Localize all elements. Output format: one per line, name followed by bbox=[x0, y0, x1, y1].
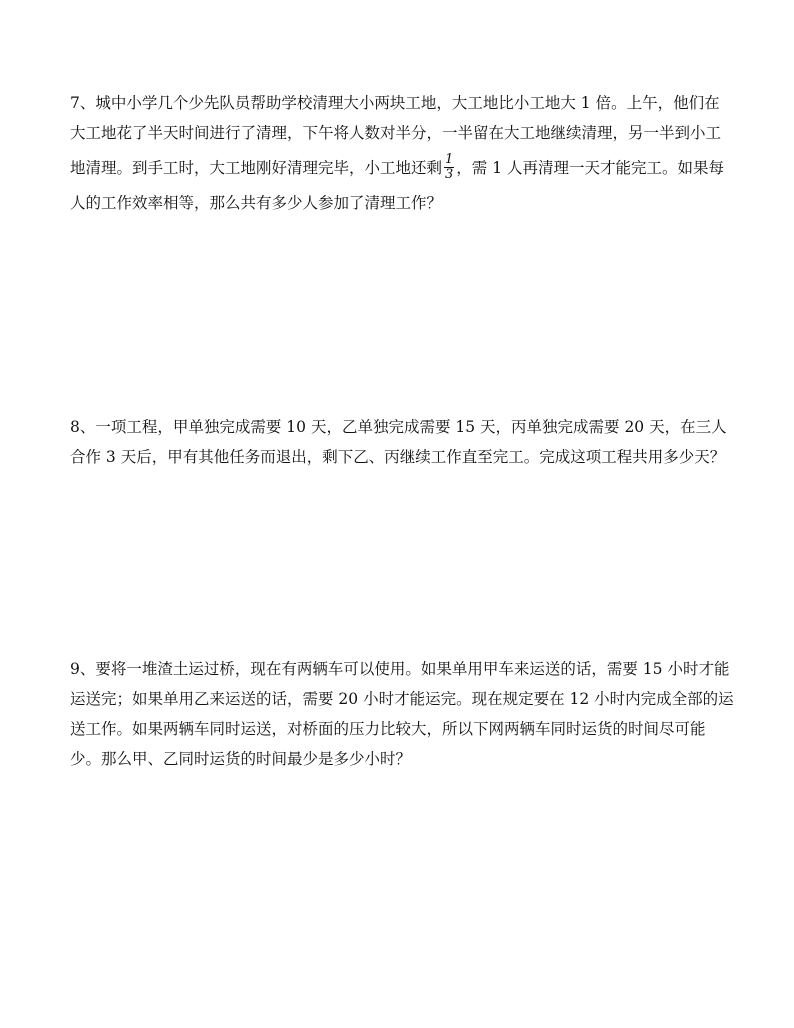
problem-7 bbox=[70, 88, 730, 218]
problem-9-line-2: 运送完；如果单用乙来运送的话，需要 20 小时才能运完。现在规定要在 12 小时内完成全部的运 bbox=[70, 690, 734, 708]
problem-9 bbox=[70, 654, 734, 774]
problem-7-line-2: 大工地花了半天时间进行了清理，下午将人数对半分，一半留在大工地继续清理，另一半到小工 bbox=[70, 124, 722, 142]
problem-8-line-2: 合作 3 天后，甲有其他任务而退出，剩下乙、丙继续工作直至完工。完成这项工程共用多少天？ bbox=[70, 448, 726, 466]
problem-7-line-3 bbox=[70, 148, 730, 188]
problem-7-line-3-after: ，需 1 人再清理一天才能完工。如果每 bbox=[456, 159, 725, 177]
problem-9-line-4: 少。那么甲、乙同时运货的时间最少是多少小时？ bbox=[70, 750, 412, 768]
fraction-numerator: 1 bbox=[445, 151, 454, 167]
problem-8-line-1: 8、一项工程，甲单独完成需要 10 天，乙单独完成需要 15 天，丙单独完成需要 20 天，在三人 bbox=[70, 418, 727, 436]
problem-7-line-3-before: 地清理。到手工时，大工地刚好清理完毕，小工地还剩 bbox=[70, 159, 443, 177]
problem-9-line-3: 送工作。如果两辆车同时运送，对桥面的压力比较大，所以下网两辆车同时运货的时间尽可能 bbox=[70, 720, 706, 738]
problem-8 bbox=[70, 412, 730, 472]
problem-7-line-1: 7、城中小学几个少先队员帮助学校清理大小两块工地，大工地比小工地大 1 倍。上午，他们在 bbox=[70, 94, 720, 112]
fraction-one-third bbox=[444, 153, 454, 182]
problem-7-line-4: 人的工作效率相等，那么共有多少人参加了清理工作？ bbox=[70, 194, 443, 212]
problem-9-line-1: 9、要将一堆渣土运过桥，现在有两辆车可以使用。如果单用甲车来运送的话，需要 15 小时才能 bbox=[70, 660, 730, 678]
fraction-denominator: 3 bbox=[445, 166, 454, 182]
